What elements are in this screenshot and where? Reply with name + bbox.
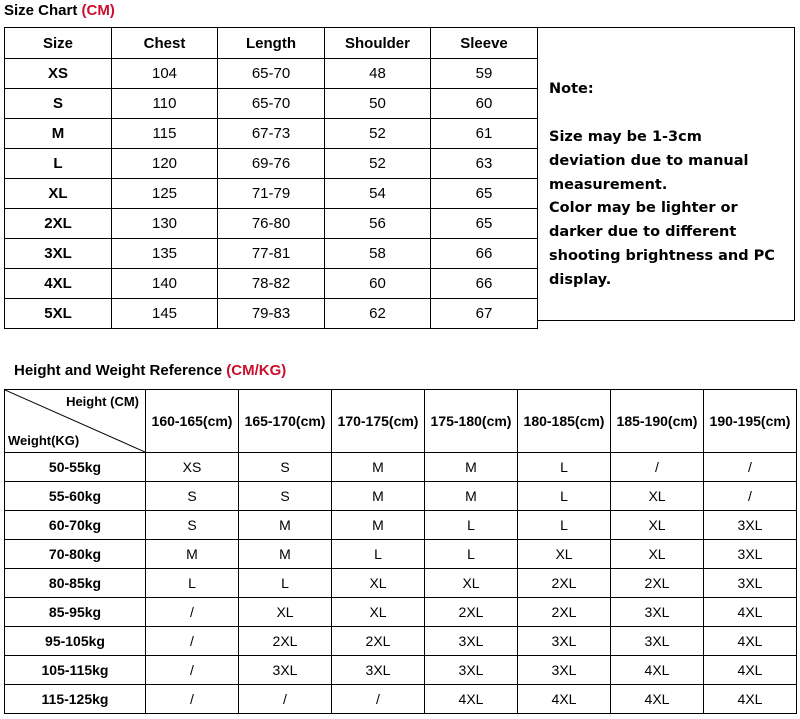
weight-range-cell: 95-105kg [5,627,146,656]
table-row [5,269,538,299]
weight-range-cell: 60-70kg [5,511,146,540]
measurement-cell: 65 [431,209,538,239]
recommended-size-cell: 4XL [704,627,797,656]
note-heading: Note: [549,81,594,97]
table-row [5,209,538,239]
length-header: Length [218,28,325,59]
recommended-size-cell: 3XL [332,656,425,685]
hw-reference-unit: (CM/KG) [226,362,287,379]
measurement-cell: 66 [431,269,538,299]
table-row [5,482,797,511]
height-range-header: 180-185(cm) [518,390,611,453]
recommended-size-cell: M [239,540,332,569]
table-row [5,299,538,329]
weight-range-cell: 50-55kg [5,453,146,482]
recommended-size-cell: L [239,569,332,598]
measurement-cell: 110 [112,89,218,119]
recommended-size-cell: 2XL [518,598,611,627]
recommended-size-cell: L [518,453,611,482]
table-row [5,627,797,656]
size-chart-title-text: Size Chart [4,2,82,19]
recommended-size-cell: XL [611,540,704,569]
size-label-cell: M [5,119,112,149]
measurement-cell: 65-70 [218,89,325,119]
recommended-size-cell: XL [611,482,704,511]
table-row [5,179,538,209]
recommended-size-cell: S [146,511,239,540]
measurement-cell: 120 [112,149,218,179]
size-label-cell: L [5,149,112,179]
recommended-size-cell: M [332,511,425,540]
size-label-cell: 3XL [5,239,112,269]
table-row [5,598,797,627]
size-label-cell: S [5,89,112,119]
weight-range-cell: 85-95kg [5,598,146,627]
measurement-cell: 62 [325,299,431,329]
weight-range-cell: 55-60kg [5,482,146,511]
recommended-size-cell: XL [332,569,425,598]
measurement-cell: 66 [431,239,538,269]
height-range-header: 185-190(cm) [611,390,704,453]
measurement-cell: 67 [431,299,538,329]
hw-reference-title [14,362,286,379]
table-row [5,149,538,179]
size-chart-header-row [5,28,538,59]
recommended-size-cell: S [146,482,239,511]
recommended-size-cell: XL [332,598,425,627]
recommended-size-cell: XL [239,598,332,627]
recommended-size-cell: L [425,540,518,569]
measurement-cell: 50 [325,89,431,119]
measurement-cell: 76-80 [218,209,325,239]
recommended-size-cell: / [146,627,239,656]
table-row [5,656,797,685]
recommended-size-cell: 4XL [704,656,797,685]
recommended-size-cell: 4XL [704,598,797,627]
measurement-cell: 63 [431,149,538,179]
measurement-cell: 56 [325,209,431,239]
measurement-cell: 65 [431,179,538,209]
recommended-size-cell: 3XL [704,569,797,598]
measurement-cell: 104 [112,59,218,89]
measurement-cell: 59 [431,59,538,89]
size-chart-title [4,2,115,19]
recommended-size-cell: 3XL [239,656,332,685]
table-row [5,511,797,540]
height-range-header: 175-180(cm) [425,390,518,453]
recommended-size-cell: 3XL [704,511,797,540]
recommended-size-cell: L [146,569,239,598]
table-row [5,453,797,482]
recommended-size-cell: 2XL [425,598,518,627]
recommended-size-cell: 4XL [518,685,611,714]
table-row [5,540,797,569]
chest-header: Chest [112,28,218,59]
recommended-size-cell: / [146,685,239,714]
height-range-header: 190-195(cm) [704,390,797,453]
size-header: Size [5,28,112,59]
recommended-size-cell: 4XL [425,685,518,714]
recommended-size-cell: XL [425,569,518,598]
recommended-size-cell: 2XL [518,569,611,598]
table-row [5,685,797,714]
measurement-cell: 60 [431,89,538,119]
height-range-header: 160-165(cm) [146,390,239,453]
recommended-size-cell: XS [146,453,239,482]
recommended-size-cell: / [704,482,797,511]
measurement-cell: 71-79 [218,179,325,209]
recommended-size-cell: S [239,482,332,511]
recommended-size-cell: L [425,511,518,540]
recommended-size-cell: XL [611,511,704,540]
recommended-size-cell: M [146,540,239,569]
table-row [5,89,538,119]
size-chart-table [4,27,538,329]
recommended-size-cell: XL [518,540,611,569]
recommended-size-cell: 2XL [239,627,332,656]
measurement-cell: 61 [431,119,538,149]
height-axis-label: Height (CM) [66,394,139,409]
recommended-size-cell: M [425,453,518,482]
measurement-cell: 52 [325,149,431,179]
recommended-size-cell: L [518,511,611,540]
hw-corner-cell [5,390,146,453]
measurement-cell: 79-83 [218,299,325,329]
height-range-header: 165-170(cm) [239,390,332,453]
note-deviation: Size may be 1-3cm deviation due to manual measurement. [549,129,749,193]
measurement-cell: 48 [325,59,431,89]
recommended-size-cell: S [239,453,332,482]
recommended-size-cell: 3XL [611,627,704,656]
measurement-cell: 115 [112,119,218,149]
recommended-size-cell: 4XL [704,685,797,714]
size-label-cell: 2XL [5,209,112,239]
recommended-size-cell: M [239,511,332,540]
measurement-cell: 78-82 [218,269,325,299]
recommended-size-cell: 3XL [518,627,611,656]
recommended-size-cell: 4XL [611,656,704,685]
size-label-cell: 5XL [5,299,112,329]
size-label-cell: XS [5,59,112,89]
recommended-size-cell: L [332,540,425,569]
recommended-size-cell: / [146,656,239,685]
measurement-cell: 52 [325,119,431,149]
recommended-size-cell: / [704,453,797,482]
recommended-size-cell: 4XL [611,685,704,714]
hw-reference-table [4,389,797,714]
weight-range-cell: 80-85kg [5,569,146,598]
height-range-header: 170-175(cm) [332,390,425,453]
recommended-size-cell: 3XL [518,656,611,685]
recommended-size-cell: / [239,685,332,714]
hw-header-row [5,390,797,453]
weight-axis-label: Weight(KG) [8,433,80,448]
measurement-cell: 60 [325,269,431,299]
measurement-cell: 135 [112,239,218,269]
recommended-size-cell: 3XL [611,598,704,627]
sleeve-header: Sleeve [431,28,538,59]
recommended-size-cell: M [425,482,518,511]
recommended-size-cell: 2XL [611,569,704,598]
recommended-size-cell: M [332,453,425,482]
shoulder-header: Shoulder [325,28,431,59]
measurement-cell: 145 [112,299,218,329]
table-row [5,59,538,89]
recommended-size-cell: / [611,453,704,482]
size-label-cell: 4XL [5,269,112,299]
note-box [537,27,795,321]
measurement-cell: 54 [325,179,431,209]
table-row [5,239,538,269]
table-row [5,569,797,598]
weight-range-cell: 105-115kg [5,656,146,685]
weight-range-cell: 70-80kg [5,540,146,569]
measurement-cell: 67-73 [218,119,325,149]
size-chart-unit: (CM) [81,2,115,19]
recommended-size-cell: L [518,482,611,511]
size-label-cell: XL [5,179,112,209]
measurement-cell: 77-81 [218,239,325,269]
measurement-cell: 65-70 [218,59,325,89]
measurement-cell: 125 [112,179,218,209]
hw-reference-title-text: Height and Weight Reference [14,362,227,379]
measurement-cell: 140 [112,269,218,299]
recommended-size-cell: 3XL [425,627,518,656]
recommended-size-cell: 3XL [425,656,518,685]
recommended-size-cell: 2XL [332,627,425,656]
measurement-cell: 58 [325,239,431,269]
measurement-cell: 69-76 [218,149,325,179]
recommended-size-cell: M [332,482,425,511]
recommended-size-cell: 3XL [704,540,797,569]
table-row [5,119,538,149]
recommended-size-cell: / [332,685,425,714]
weight-range-cell: 115-125kg [5,685,146,714]
measurement-cell: 130 [112,209,218,239]
recommended-size-cell: / [146,598,239,627]
note-color: Color may be lighter or darker due to different shooting brightness and PC display. [549,200,775,288]
